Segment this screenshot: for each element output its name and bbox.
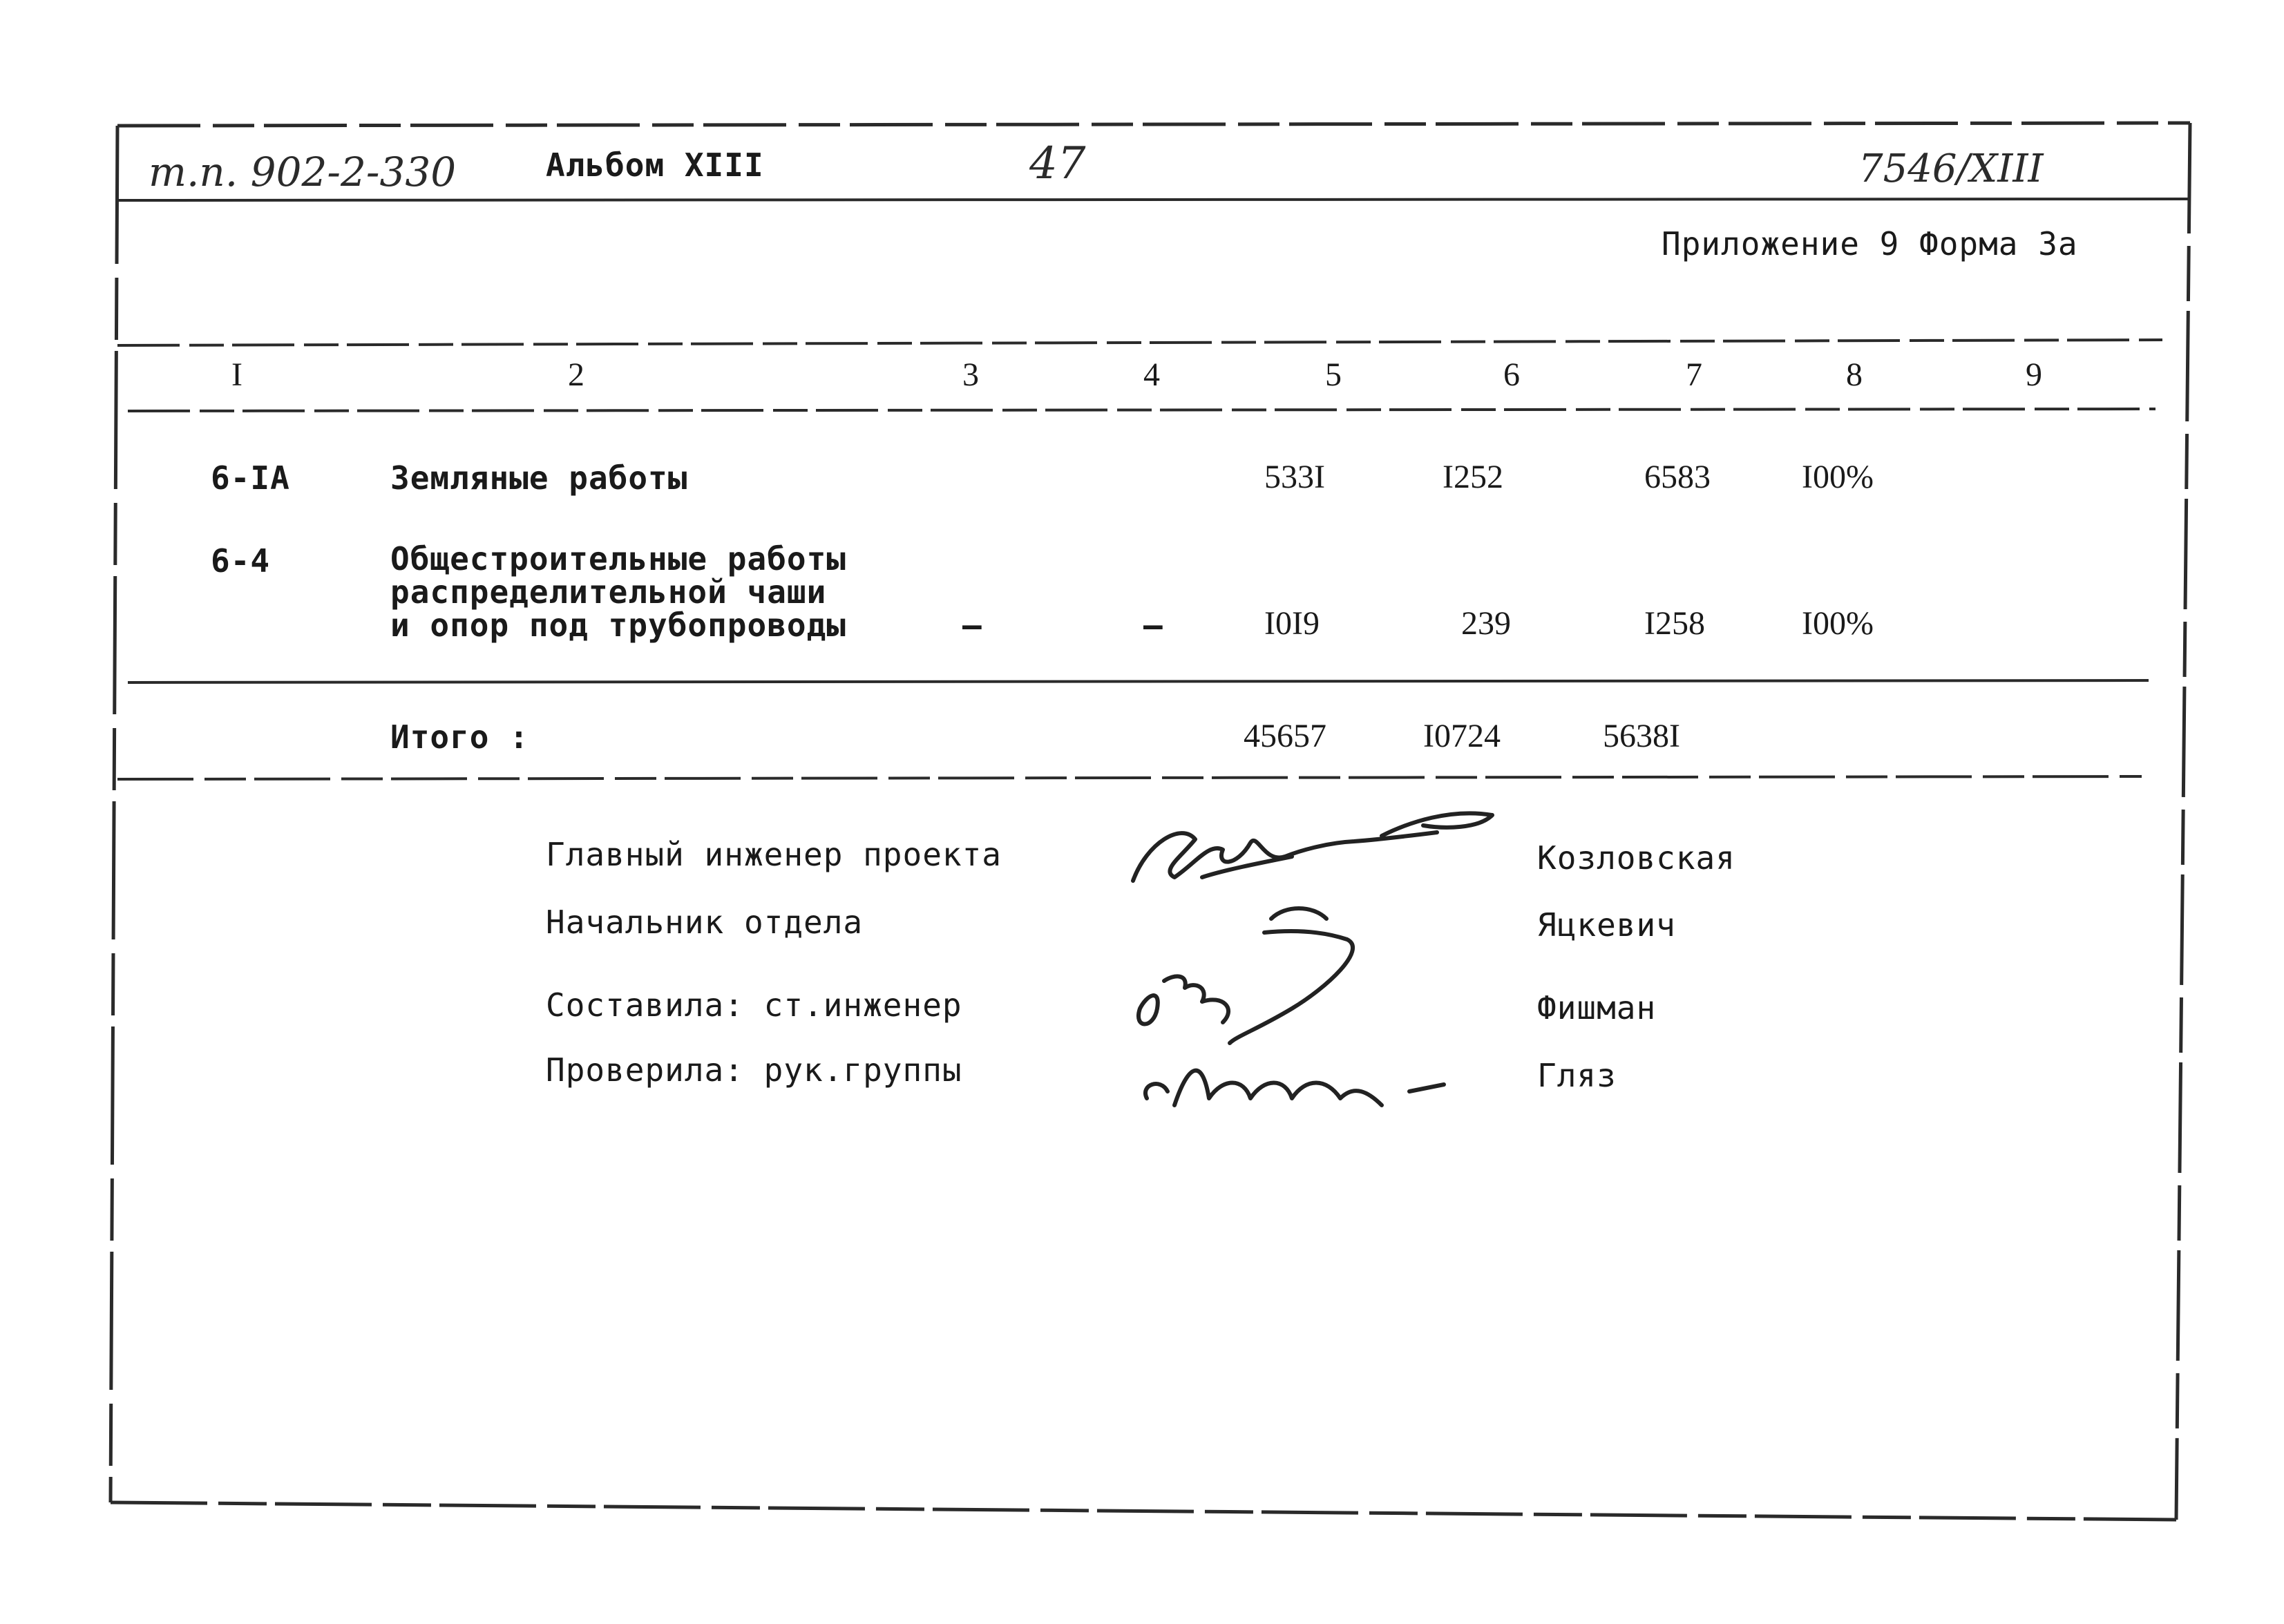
album-label: Альбом XIII bbox=[546, 146, 764, 184]
column-header-4: 4 bbox=[1143, 356, 1160, 393]
signature-name: Гляз bbox=[1537, 1057, 1617, 1094]
project-code: т.п. 902-2-330 bbox=[149, 149, 457, 195]
row-col5: I0I9 bbox=[1264, 605, 1320, 642]
row-col6: I252 bbox=[1443, 459, 1503, 495]
column-header-5: 5 bbox=[1325, 356, 1342, 393]
row-col7: 6583 bbox=[1644, 459, 1711, 495]
total-col7: 5638I bbox=[1603, 718, 1680, 754]
total-label: Итого : bbox=[390, 718, 529, 756]
row-description-line: распределительной чаши bbox=[390, 573, 827, 611]
signature-role: Проверила: рук.группы bbox=[546, 1051, 962, 1089]
signature-role: Главный инженер проекта bbox=[546, 836, 1002, 873]
signature-role: Начальник отдела bbox=[546, 904, 864, 941]
row-code: 6-IА bbox=[211, 459, 290, 497]
page-number: 47 bbox=[1029, 138, 1086, 189]
column-header-6: 6 bbox=[1503, 356, 1520, 393]
form-caption: Приложение 9 Форма 3а bbox=[1662, 225, 2078, 262]
signature-name: Фишман bbox=[1537, 989, 1657, 1026]
row-col5: 533I bbox=[1264, 459, 1325, 495]
column-header-8: 8 bbox=[1846, 356, 1863, 393]
row-description-line: Общестроительные работы bbox=[390, 540, 846, 577]
column-header-9: 9 bbox=[2026, 356, 2042, 393]
doc-number: 7546/XIII bbox=[1858, 146, 2044, 191]
row-code: 6-4 bbox=[211, 542, 271, 580]
signature-name: Козловская bbox=[1537, 839, 1735, 877]
total-col6: I0724 bbox=[1423, 718, 1501, 754]
column-header-1: I bbox=[231, 356, 242, 393]
row-col8: I00% bbox=[1802, 605, 1874, 642]
handwritten-signatures bbox=[1119, 801, 1603, 1126]
row-description-line: и опор под трубопроводы bbox=[390, 606, 846, 644]
row-col6: 239 bbox=[1461, 605, 1511, 642]
row-description-line: Земляные работы bbox=[390, 459, 688, 497]
total-col5: 45657 bbox=[1244, 718, 1326, 754]
row-col4: – bbox=[1143, 606, 1163, 644]
column-header-3: 3 bbox=[962, 356, 979, 393]
row-col8: I00% bbox=[1802, 459, 1874, 495]
column-header-2: 2 bbox=[568, 356, 584, 393]
signature-name: Яцкевич bbox=[1537, 906, 1676, 944]
signature-role: Составила: ст.инженер bbox=[546, 986, 962, 1024]
row-col7: I258 bbox=[1644, 605, 1705, 642]
row-col3: – bbox=[962, 606, 982, 644]
column-header-7: 7 bbox=[1686, 356, 1702, 393]
